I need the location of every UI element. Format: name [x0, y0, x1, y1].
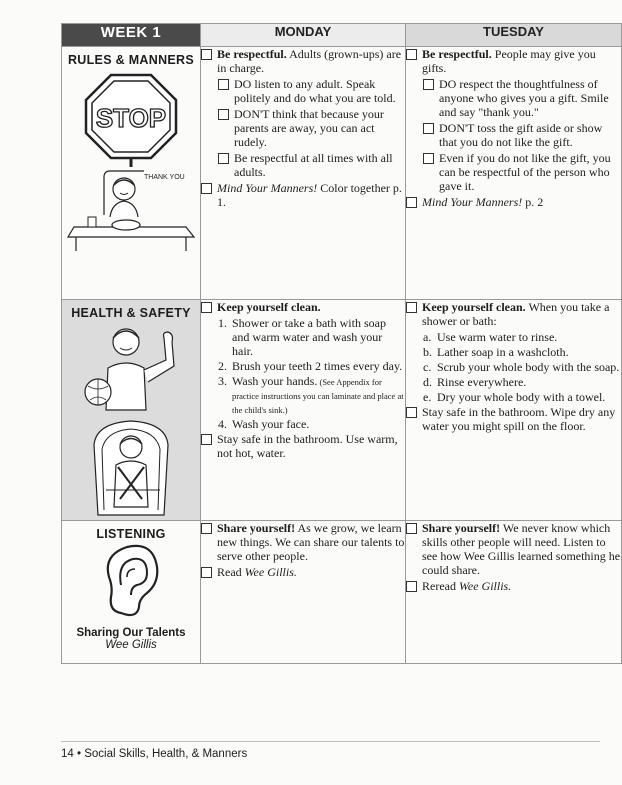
ear-icon — [91, 541, 171, 621]
tuesday-header: TUESDAY — [406, 24, 622, 47]
week-header: WEEK 1 — [62, 24, 201, 47]
checkbox[interactable] — [406, 49, 417, 60]
appendix-note: (See Appendix for practice instructions you can laminate and place at the child's sink.) — [232, 377, 404, 415]
checkbox[interactable] — [423, 123, 434, 134]
rules-tuesday-extra[interactable]: Mind Your Manners! p. 2 — [406, 195, 621, 209]
subtask[interactable]: Even if you do not like the gift, you can be respectful of the person who gave it. — [423, 151, 621, 193]
child-in-car-seat-icon — [76, 415, 186, 520]
footer-divider — [61, 741, 600, 742]
list-item: a. Use warm water to rinse. — [423, 330, 558, 344]
health-monday-extra[interactable]: Stay safe in the bathroom. Use warm, not hot, water. — [201, 432, 405, 460]
health-monday-task[interactable]: Keep yourself clean. — [201, 300, 405, 314]
listening-tuesday-extra[interactable]: Reread Wee Gillis. — [406, 579, 621, 593]
checkbox[interactable] — [406, 523, 417, 534]
subtask[interactable]: DO listen to any adult. Speak politely and do what you are told. — [218, 77, 405, 105]
subtask[interactable]: Be respectful at all times with all adults. — [218, 151, 405, 179]
rules-monday-subtasks — [218, 77, 405, 179]
checkbox[interactable] — [406, 302, 417, 313]
checkbox[interactable] — [218, 153, 229, 164]
listening-tuesday-task[interactable]: Share yourself! We never know which skills other people will need. Listen to see how Wee Gillis learned something he could share. — [406, 521, 621, 577]
health-label-cell — [62, 300, 201, 521]
checkbox[interactable] — [201, 523, 212, 534]
health-tuesday-extra[interactable]: Stay safe in the bathroom. Wipe dry any water you might spill on the floor. — [406, 405, 621, 433]
subtask[interactable]: DON'T toss the gift aside or show that you do not like the gift. — [423, 121, 621, 149]
health-monday-steps — [218, 316, 405, 431]
health-tuesday-steps — [423, 330, 621, 404]
listening-monday-extra[interactable]: Read Wee Gillis. — [201, 565, 405, 579]
list-item: 4. Wash your face. — [218, 417, 310, 431]
child-at-table-icon — [66, 167, 196, 252]
rules-row — [62, 47, 622, 300]
checkbox[interactable] — [423, 153, 434, 164]
page-footer: 14 • Social Skills, Health, & Manners — [61, 748, 248, 760]
subtask[interactable]: DO respect the thoughtfulness of anyone who gives you a gift. Smile and say "thank you." — [423, 77, 621, 119]
list-item: c. Scrub your whole body with the soap. — [423, 360, 620, 374]
rules-title: RULES & MANNERS — [67, 53, 195, 67]
checkbox[interactable] — [201, 183, 212, 194]
checkbox[interactable] — [406, 197, 417, 208]
rules-label-cell — [62, 47, 201, 300]
list-item: 1. Shower or take a bath with soap and warm water and wash your hair. — [218, 316, 386, 358]
strong-child-icon — [76, 320, 186, 415]
list-item: 3. Wash your hands. (See Appendix for practice instructions you can laminate and place at the child's sink.) — [218, 374, 404, 415]
list-item: e. Dry your whole body with a towel. — [423, 390, 606, 404]
health-tuesday-cell — [406, 300, 622, 521]
health-title: HEALTH & SAFETY — [71, 306, 191, 320]
checkbox[interactable] — [201, 434, 212, 445]
stop-sign-text: STOP — [95, 103, 167, 133]
monday-header: MONDAY — [201, 24, 406, 47]
lesson-plan-table — [61, 23, 622, 664]
svg-text:THANK YOU: THANK YOU — [144, 174, 185, 181]
subtask[interactable]: DON'T think that because your parents are away, you can act rudely. — [218, 107, 405, 149]
health-tuesday-task[interactable]: Keep yourself clean. When you take a shower or bath: — [406, 300, 621, 328]
listening-title: LISTENING — [96, 527, 166, 541]
listening-label-cell — [62, 521, 201, 664]
listening-caption: Sharing Our Talents — [76, 627, 186, 639]
rules-monday-extra[interactable]: Mind Your Manners! Color together p. 1. — [201, 181, 405, 209]
health-monday-cell — [201, 300, 406, 521]
checkbox[interactable] — [218, 109, 229, 120]
listening-row — [62, 521, 622, 664]
rules-monday-task[interactable]: Be respectful. Adults (grown-ups) are in charge. — [201, 47, 405, 75]
listening-book-title: Wee Gillis — [105, 639, 157, 651]
checkbox[interactable] — [201, 49, 212, 60]
checkbox[interactable] — [406, 581, 417, 592]
listening-tuesday-cell — [406, 521, 622, 664]
list-item: b. Lather soap in a washcloth. — [423, 345, 569, 359]
checkbox[interactable] — [423, 79, 434, 90]
listening-monday-task[interactable]: Share yourself! As we grow, we learn new things. We can share our talents to serve other people. — [201, 521, 405, 563]
list-item: 2. Brush your teeth 2 times every day. — [218, 359, 403, 373]
rules-tuesday-cell — [406, 47, 622, 300]
checkbox[interactable] — [218, 79, 229, 90]
stop-sign-icon — [76, 67, 186, 167]
list-item: d. Rinse everywhere. — [423, 375, 527, 389]
checkbox[interactable] — [201, 302, 212, 313]
checkbox[interactable] — [201, 567, 212, 578]
checkbox[interactable] — [406, 407, 417, 418]
listening-monday-cell — [201, 521, 406, 664]
rules-tuesday-task[interactable]: Be respectful. People may give you gifts. — [406, 47, 621, 75]
header-row — [62, 24, 622, 47]
rules-tuesday-subtasks — [423, 77, 621, 193]
health-row — [62, 300, 622, 521]
rules-monday-cell — [201, 47, 406, 300]
